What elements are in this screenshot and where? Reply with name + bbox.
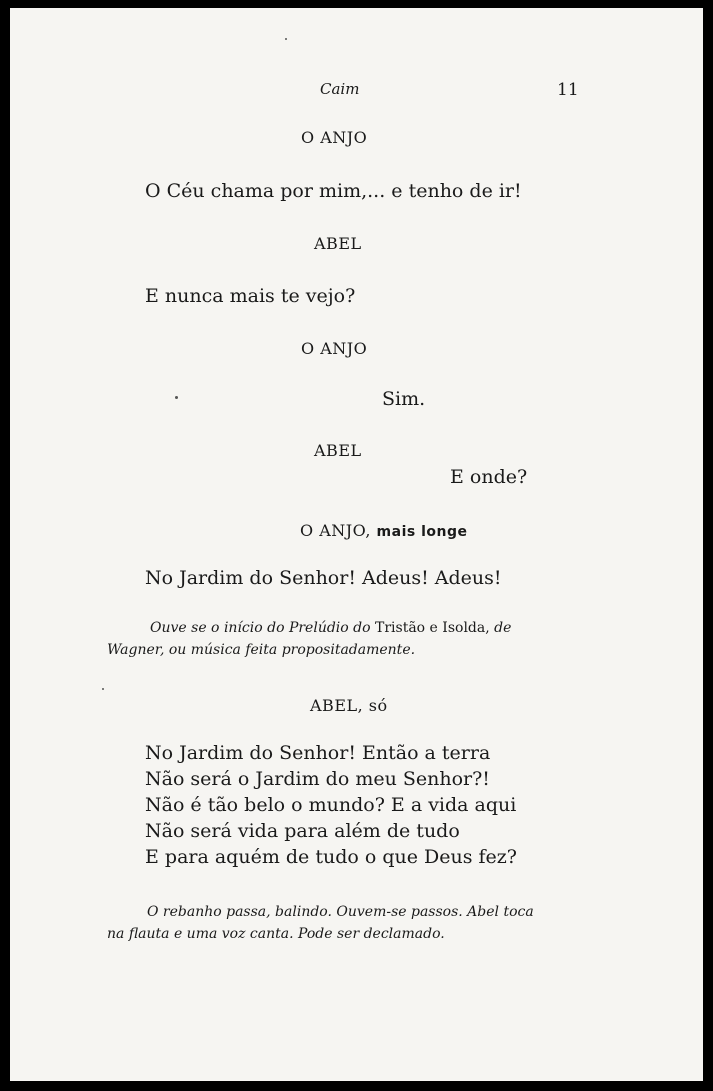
stage-direction-text: na flauta e uma voz canta. Pode ser declamado. — [107, 926, 445, 942]
stage-direction — [107, 926, 445, 942]
running-title: Caim — [320, 80, 360, 98]
work-title: Tristão e Isolda, — [375, 620, 490, 636]
verse-line: Não será vida para além de tudo — [145, 820, 460, 842]
speaker-name: O ANJO, — [300, 521, 371, 540]
stage-direction — [150, 620, 511, 636]
dialogue-line: E nunca mais te vejo? — [145, 285, 356, 307]
dialogue-line: E onde? — [450, 466, 528, 488]
speaker-name: O ANJO — [301, 339, 368, 358]
stage-direction-text: O rebanho passa, balindo. Ouvem-se passos. Abel toca — [147, 904, 534, 920]
dialogue-line: O Céu chama por mim,... e tenho de ir! — [145, 180, 522, 202]
stage-direction-text: Wagner, ou música feita propositadamente. — [107, 642, 416, 658]
verse-line: E para aquém de tudo o que Deus fez? — [145, 846, 517, 868]
dialogue-line: Sim. — [382, 388, 426, 410]
dialogue-line: No Jardim do Senhor! Adeus! Adeus! — [145, 567, 502, 589]
ink-speck — [285, 38, 287, 40]
page-number: 11 — [557, 80, 579, 100]
speaker-name: ABEL — [314, 234, 362, 253]
stage-direction-text: Ouve se o início do Prelúdio do — [150, 620, 371, 636]
speaker-direction: só — [368, 696, 388, 715]
speaker-heading — [310, 696, 388, 715]
stage-direction — [147, 904, 534, 920]
verse-line: Não será o Jardim do meu Senhor?! — [145, 768, 490, 790]
ink-speck — [175, 396, 178, 399]
book-page — [10, 8, 703, 1081]
verse-line: No Jardim do Senhor! Então a terra — [145, 742, 491, 764]
stage-direction-text: de — [494, 620, 512, 636]
stage-direction — [107, 642, 415, 658]
speaker-direction: mais longe — [376, 524, 468, 540]
speaker-name: O ANJO — [301, 128, 368, 147]
speaker-heading — [300, 521, 467, 540]
ink-speck — [102, 688, 104, 690]
verse-line: Não é tão belo o mundo? E a vida aqui — [145, 794, 517, 816]
speaker-name: ABEL, — [310, 696, 364, 715]
speaker-name: ABEL — [314, 441, 362, 460]
